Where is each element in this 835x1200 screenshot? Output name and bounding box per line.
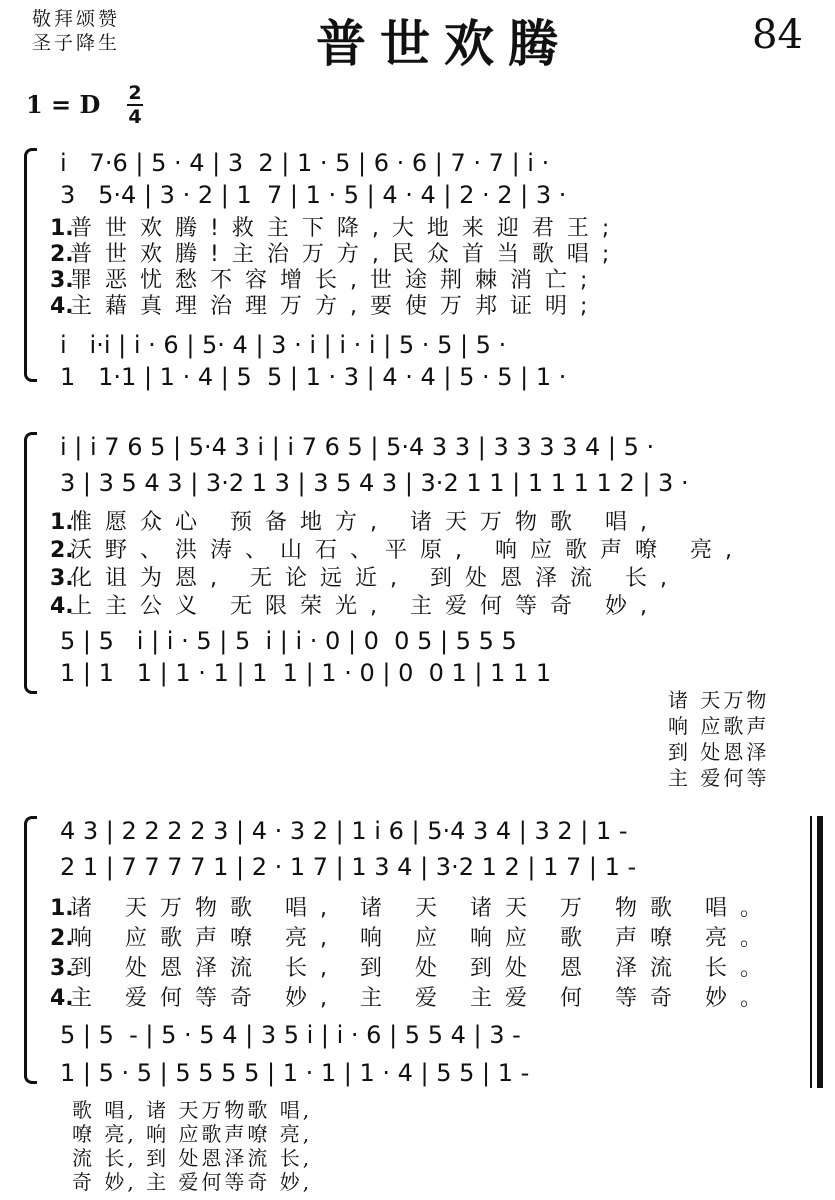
verse-text: 化诅为恩, 无论远近, 到处恩泽流 长,	[70, 566, 680, 591]
system-brace	[24, 148, 37, 382]
system3-bass-lyric-1: 歌 唱, 诸 天万物歌 唱,	[72, 1098, 313, 1122]
verse-text: 诸 天万物歌 唱, 诸 天 诸天 万 物歌 唱。	[70, 896, 775, 921]
system2-verse-1	[50, 510, 810, 536]
system1-verse-2	[50, 242, 810, 268]
system3-verse-3	[50, 956, 810, 982]
system-brace	[24, 816, 37, 1084]
verse-text: 沃野、洪涛、山石、平原, 响应歌声嘹 亮,	[70, 538, 745, 563]
system3-bass-lyric-4: 奇 妙, 主 爱何等奇 妙,	[72, 1170, 313, 1194]
system2-bass-lyric-3: 到 处恩泽	[668, 740, 770, 764]
system2-bass-lyric-2: 响 应歌声	[668, 714, 770, 738]
verse-text: 普世欢腾!救主下降,大地来迎君王;	[70, 216, 623, 241]
verse-number: 2.	[50, 538, 74, 563]
system1-verse-4	[50, 294, 810, 320]
system2-bass-lyric-1: 诸 天万物	[668, 688, 770, 712]
time-bottom: 4	[128, 106, 142, 128]
category-label: 圣子降生	[32, 32, 121, 54]
system2-bass: 1 | 1 1 | 1 · 1 | 1 1 | 1 · 0 | 0 0 1 | 1 1 1	[60, 659, 552, 687]
verse-text: 响 应歌声嘹 亮, 响 应 响应 歌 声嘹 亮。	[70, 926, 775, 951]
system1-alto: 3 5·4 | 3 · 2 | 1 7 | 1 · 5 | 4 · 4 | 2 · 2 | 3 ·	[60, 181, 567, 209]
system3-verse-4	[50, 986, 810, 1012]
verse-number: 1.	[50, 510, 74, 535]
tune-name: 敬拜颂赞	[32, 8, 121, 30]
system2-alto: 3 | 3 5 4 3 | 3·2 1 3 | 3 5 4 3 | 3·2 1 1 | 1 1 1 1 2 | 3 ·	[60, 469, 689, 497]
system2-soprano: i | i 7 6 5 | 5·4 3 i | i 7 6 5 | 5·4 3 3 | 3 3 3 3 4 | 5 ·	[60, 433, 655, 461]
system2-verse-3	[50, 566, 810, 592]
system1-verse-3	[50, 268, 810, 294]
key-signature: 1 = D	[26, 90, 101, 119]
verse-text: 罪恶忧愁不容增长,世途荆棘消亡;	[70, 268, 601, 293]
system2-verse-2	[50, 538, 810, 564]
system3-verse-2	[50, 926, 810, 952]
verse-text: 主藉真理治理万方,要使万邦证明;	[70, 294, 601, 319]
verse-number: 2.	[50, 242, 74, 267]
verse-text: 普世欢腾!主治万方,民众首当歌唱;	[70, 242, 623, 267]
verse-text: 主 爱何等奇 妙, 主 爱 主爱 何 等奇 妙。	[70, 986, 775, 1011]
verse-number: 1.	[50, 896, 74, 921]
verse-number: 3.	[50, 566, 74, 591]
system2-tenor: 5 | 5 i | i · 5 | 5 i | i · 0 | 0 0 5 | 5 5 5	[60, 627, 517, 655]
system1-soprano: i 7·6 | 5 · 4 | 3 2 | 1 · 5 | 6 · 6 | 7 · 7 | i ·	[60, 149, 550, 177]
final-barline	[810, 816, 823, 1088]
verse-text: 到 处恩泽流 长, 到 处 到处 恩 泽流 长。	[70, 956, 775, 981]
verse-text: 惟愿众心 预备地方, 诸天万物歌 唱,	[70, 510, 660, 535]
system3-verse-1	[50, 896, 810, 922]
system2-verse-4	[50, 594, 810, 620]
verse-text: 上主公义 无限荣光, 主爱何等奇 妙,	[70, 594, 660, 619]
time-signature	[124, 82, 146, 128]
verse-number: 4.	[50, 986, 74, 1011]
system3-bass-lyric-2: 嘹 亮, 响 应歌声嘹 亮,	[72, 1122, 313, 1146]
verse-number: 2.	[50, 926, 74, 951]
verse-number: 3.	[50, 956, 74, 981]
time-top: 2	[128, 82, 142, 104]
page-title: 普世欢腾	[316, 14, 572, 73]
system1-tenor: i i·i | i · 6 | 5· 4 | 3 · i | i · i | 5 · 5 | 5 ·	[60, 331, 507, 359]
verse-number: 4.	[50, 594, 74, 619]
verse-number: 3.	[50, 268, 74, 293]
verse-number: 4.	[50, 294, 74, 319]
system3-bass: 1 | 5 · 5 | 5 5 5 5 | 1 · 1 | 1 · 4 | 5 5 | 1 -	[60, 1059, 530, 1087]
system3-alto: 2 1 | 7 7 7 7 1 | 2 · 1 7 | 1 3 4 | 3·2 1 2 | 1 7 | 1 -	[60, 853, 637, 881]
verse-number: 1.	[50, 216, 74, 241]
system2-bass-lyric-4: 主 爱何等	[668, 766, 770, 790]
system3-bass-lyric-3: 流 长, 到 处恩泽流 长,	[72, 1146, 313, 1170]
system1-bass: 1 1·1 | 1 · 4 | 5 5 | 1 · 3 | 4 · 4 | 5 · 5 | 1 ·	[60, 363, 567, 391]
system3-soprano: 4 3 | 2 2 2 2 3 | 4 · 3 2 | 1 i 6 | 5·4 3 4 | 3 2 | 1 -	[60, 817, 628, 845]
system-brace	[24, 432, 37, 694]
hymn-number: 84	[752, 12, 803, 58]
system3-tenor: 5 | 5 - | 5 · 5 4 | 3 5 i | i · 6 | 5 5 4 | 3 -	[60, 1021, 521, 1049]
system1-verse-1	[50, 216, 810, 242]
